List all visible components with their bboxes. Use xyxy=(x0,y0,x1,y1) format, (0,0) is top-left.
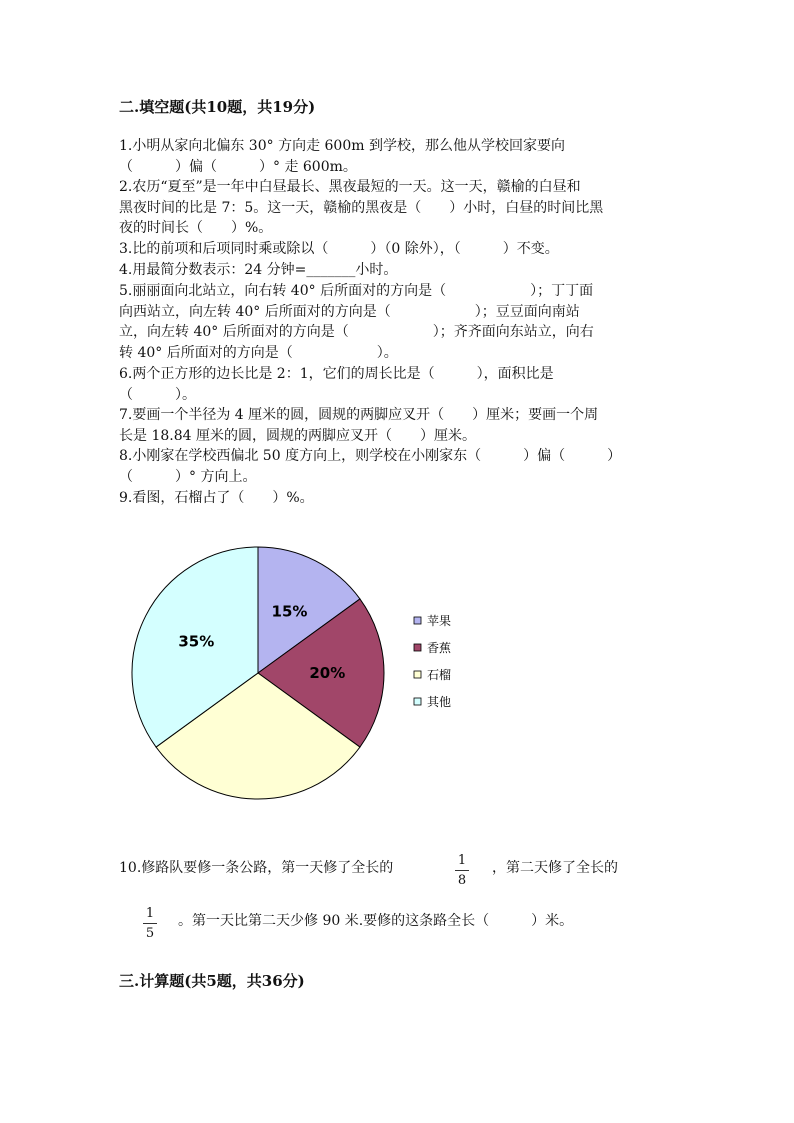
question-8 xyxy=(119,446,679,487)
question-10-text-c: 。第一天比第二天少修 90 米.要修的这条路全长（ ）米。 xyxy=(178,913,574,929)
question-10-text-a: 10.修路队要修一条公路，第一天修了全长的 xyxy=(119,860,394,876)
legend-swatch xyxy=(414,671,421,678)
fraction-one-eighth xyxy=(455,853,469,888)
legend-label: 苹果 xyxy=(427,614,452,628)
question-line: 6.两个正方形的边长比是 2：1，它们的周长比是（ ），面积比是 xyxy=(119,366,554,382)
question-line: （ ）° 方向上。 xyxy=(119,468,257,485)
section-title-fill-in: 二.填空题(共10题，共19分) xyxy=(119,98,316,116)
question-6 xyxy=(119,364,679,405)
question-line: 向西站立，向左转 40° 后所面对的方向是（ ）；豆豆面向南站 xyxy=(119,303,580,320)
pie-legend xyxy=(414,614,451,709)
question-1 xyxy=(119,136,679,177)
question-line: 5.丽丽面向北站立，向右转 40° 后所面对的方向是（ ）；丁丁面 xyxy=(119,283,594,299)
question-3 xyxy=(119,239,679,260)
pie-slices xyxy=(132,547,384,799)
question-4 xyxy=(119,260,679,281)
pie-slice-label: 20% xyxy=(309,664,346,682)
question-line: 7.要画一个半径为 4 厘米的圆，圆规的两脚应叉开（ ）厘米；要画一个周 xyxy=(119,407,599,423)
fraction-one-fifth xyxy=(143,906,157,941)
question-line: 夜的时间长（ ）%。 xyxy=(119,220,273,237)
question-line: 2.农历“夏至”是一年中白昼最长、黑夜最短的一天。这一天，赣榆的白昼和 xyxy=(119,179,581,195)
legend-label: 其他 xyxy=(427,695,452,709)
fraction-bar xyxy=(455,870,469,871)
fraction-numerator: 1 xyxy=(457,853,467,868)
question-line: 8.小刚家在学校西偏北 50 度方向上，则学校在小刚家东（ ）偏（ ） xyxy=(119,448,622,464)
fraction-denominator: 8 xyxy=(457,873,467,888)
legend-swatch xyxy=(414,617,421,624)
question-line: 3.比的前项和后项同时乘或除以（ ）（0 除外），（ ）不变。 xyxy=(119,241,559,257)
fraction-bar xyxy=(143,923,157,924)
question-7 xyxy=(119,405,679,446)
question-line: 立，向左转 40° 后所面对的方向是（ ）；齐齐面向东站立，向右 xyxy=(119,324,594,341)
question-line: 长是 18.84 厘米的圆，圆规的两脚应叉开（ ）厘米。 xyxy=(119,427,476,444)
fraction-numerator: 1 xyxy=(145,906,155,921)
question-line: 1.小明从家向北偏东 30° 方向走 600m 到学校，那么他从学校回家要向 xyxy=(119,138,565,154)
question-line: （ ）。 xyxy=(119,386,196,403)
section-title-calculation: 三.计算题(共5题，共36分) xyxy=(119,972,305,990)
question-line: 9.看图，石榴占了（ ）%。 xyxy=(119,490,314,506)
question-2 xyxy=(119,177,679,239)
legend-label: 石榴 xyxy=(427,668,452,682)
question-line: （ ）偏（ ）° 走 600m。 xyxy=(119,158,357,175)
question-line: 黑夜时间的比是 7：5。这一天，赣榆的黑夜是（ ）小时，白昼的时间比黑 xyxy=(119,199,604,216)
legend-swatch xyxy=(414,644,421,651)
legend-label: 香蕉 xyxy=(427,641,452,655)
fruit-pie-chart xyxy=(128,543,468,805)
question-9 xyxy=(119,488,679,509)
question-line: 4.用最简分数表示：24 分钟=_______小时。 xyxy=(119,262,398,278)
legend-swatch xyxy=(414,698,421,705)
fraction-denominator: 5 xyxy=(145,926,155,941)
question-10-text-b: ，第二天修了全长的 xyxy=(492,860,618,876)
pie-slice-label: 15% xyxy=(271,602,308,621)
question-5 xyxy=(119,281,679,363)
question-10-line-2 xyxy=(178,911,678,932)
pie-slice-label: 35% xyxy=(178,632,215,651)
question-10-text-b-wrap xyxy=(492,858,692,879)
question-line: 转 40° 后所面对的方向是（ ）。 xyxy=(119,344,398,361)
